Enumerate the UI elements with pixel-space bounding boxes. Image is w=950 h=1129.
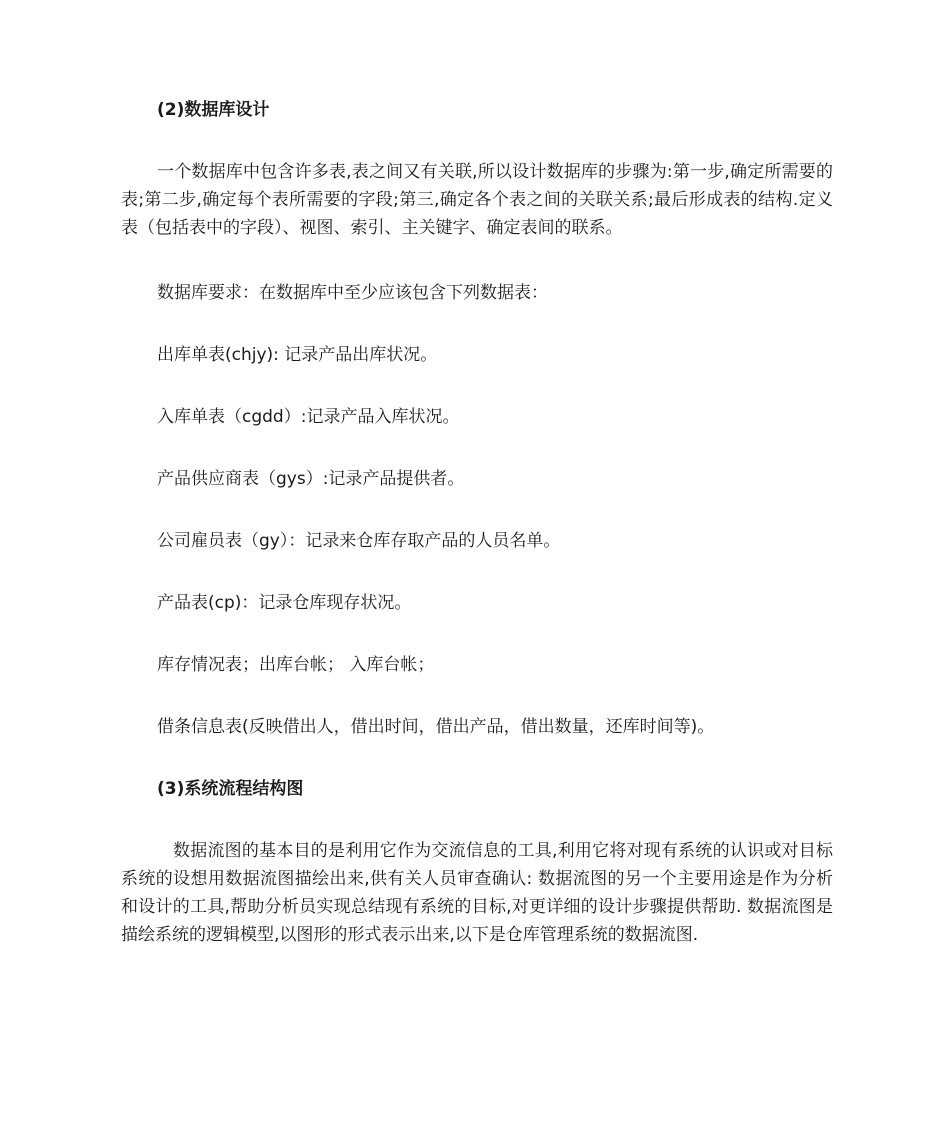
table-item-cgdd: 入库单表（cgdd）:记录产品入库状况。 bbox=[157, 407, 460, 427]
table-item-inventory: 库存情况表；出库台帐； 入库台帐； bbox=[157, 655, 435, 675]
section-3-heading: (3)系统流程结构图 bbox=[157, 779, 304, 799]
section-2-intro-paragraph: 一个数据库中包含许多表,表之间又有关联,所以设计数据库的步骤为:第一步,确定所需要的表;第二步,确定每个表所需要的字段;第三,确定各个表之间的关联关系;最后形成表的结构.定义表（包括表中的字段）、视图、索引、主关键字、确定表间的联系。 bbox=[121, 162, 833, 238]
table-item-gy: 公司雇员表（gy）：记录来仓库存取产品的人员名单。 bbox=[157, 531, 561, 551]
database-requirement-line: 数据库要求：在数据库中至少应该包含下列数据表： bbox=[157, 283, 548, 303]
section-3-body-paragraph: 数据流图的基本目的是利用它作为交流信息的工具,利用它将对现有系统的认识或对目标系统的设想用数据流图描绘出来,供有关人员审查确认: 数据流图的另一个主要用途是作为分析和设计的工具,帮助分析员实现总结现有系统的目标,对更详细的设计步骤提供帮助. 数据流图是描绘系统的逻辑模型,以图形的形式表示出来,以下是仓库管理系统的数据流图. bbox=[121, 841, 833, 945]
table-item-loan: 借条信息表(反映借出人，借出时间，借出产品，借出数量，还库时间等)。 bbox=[157, 717, 715, 737]
section-2-heading: (2)数据库设计 bbox=[157, 100, 270, 120]
table-item-chjy: 出库单表(chjy): 记录产品出库状况。 bbox=[157, 345, 438, 365]
table-item-gys: 产品供应商表（gys）:记录产品提供者。 bbox=[157, 469, 465, 489]
table-item-cp: 产品表(cp)：记录仓库现存状况。 bbox=[157, 593, 412, 613]
